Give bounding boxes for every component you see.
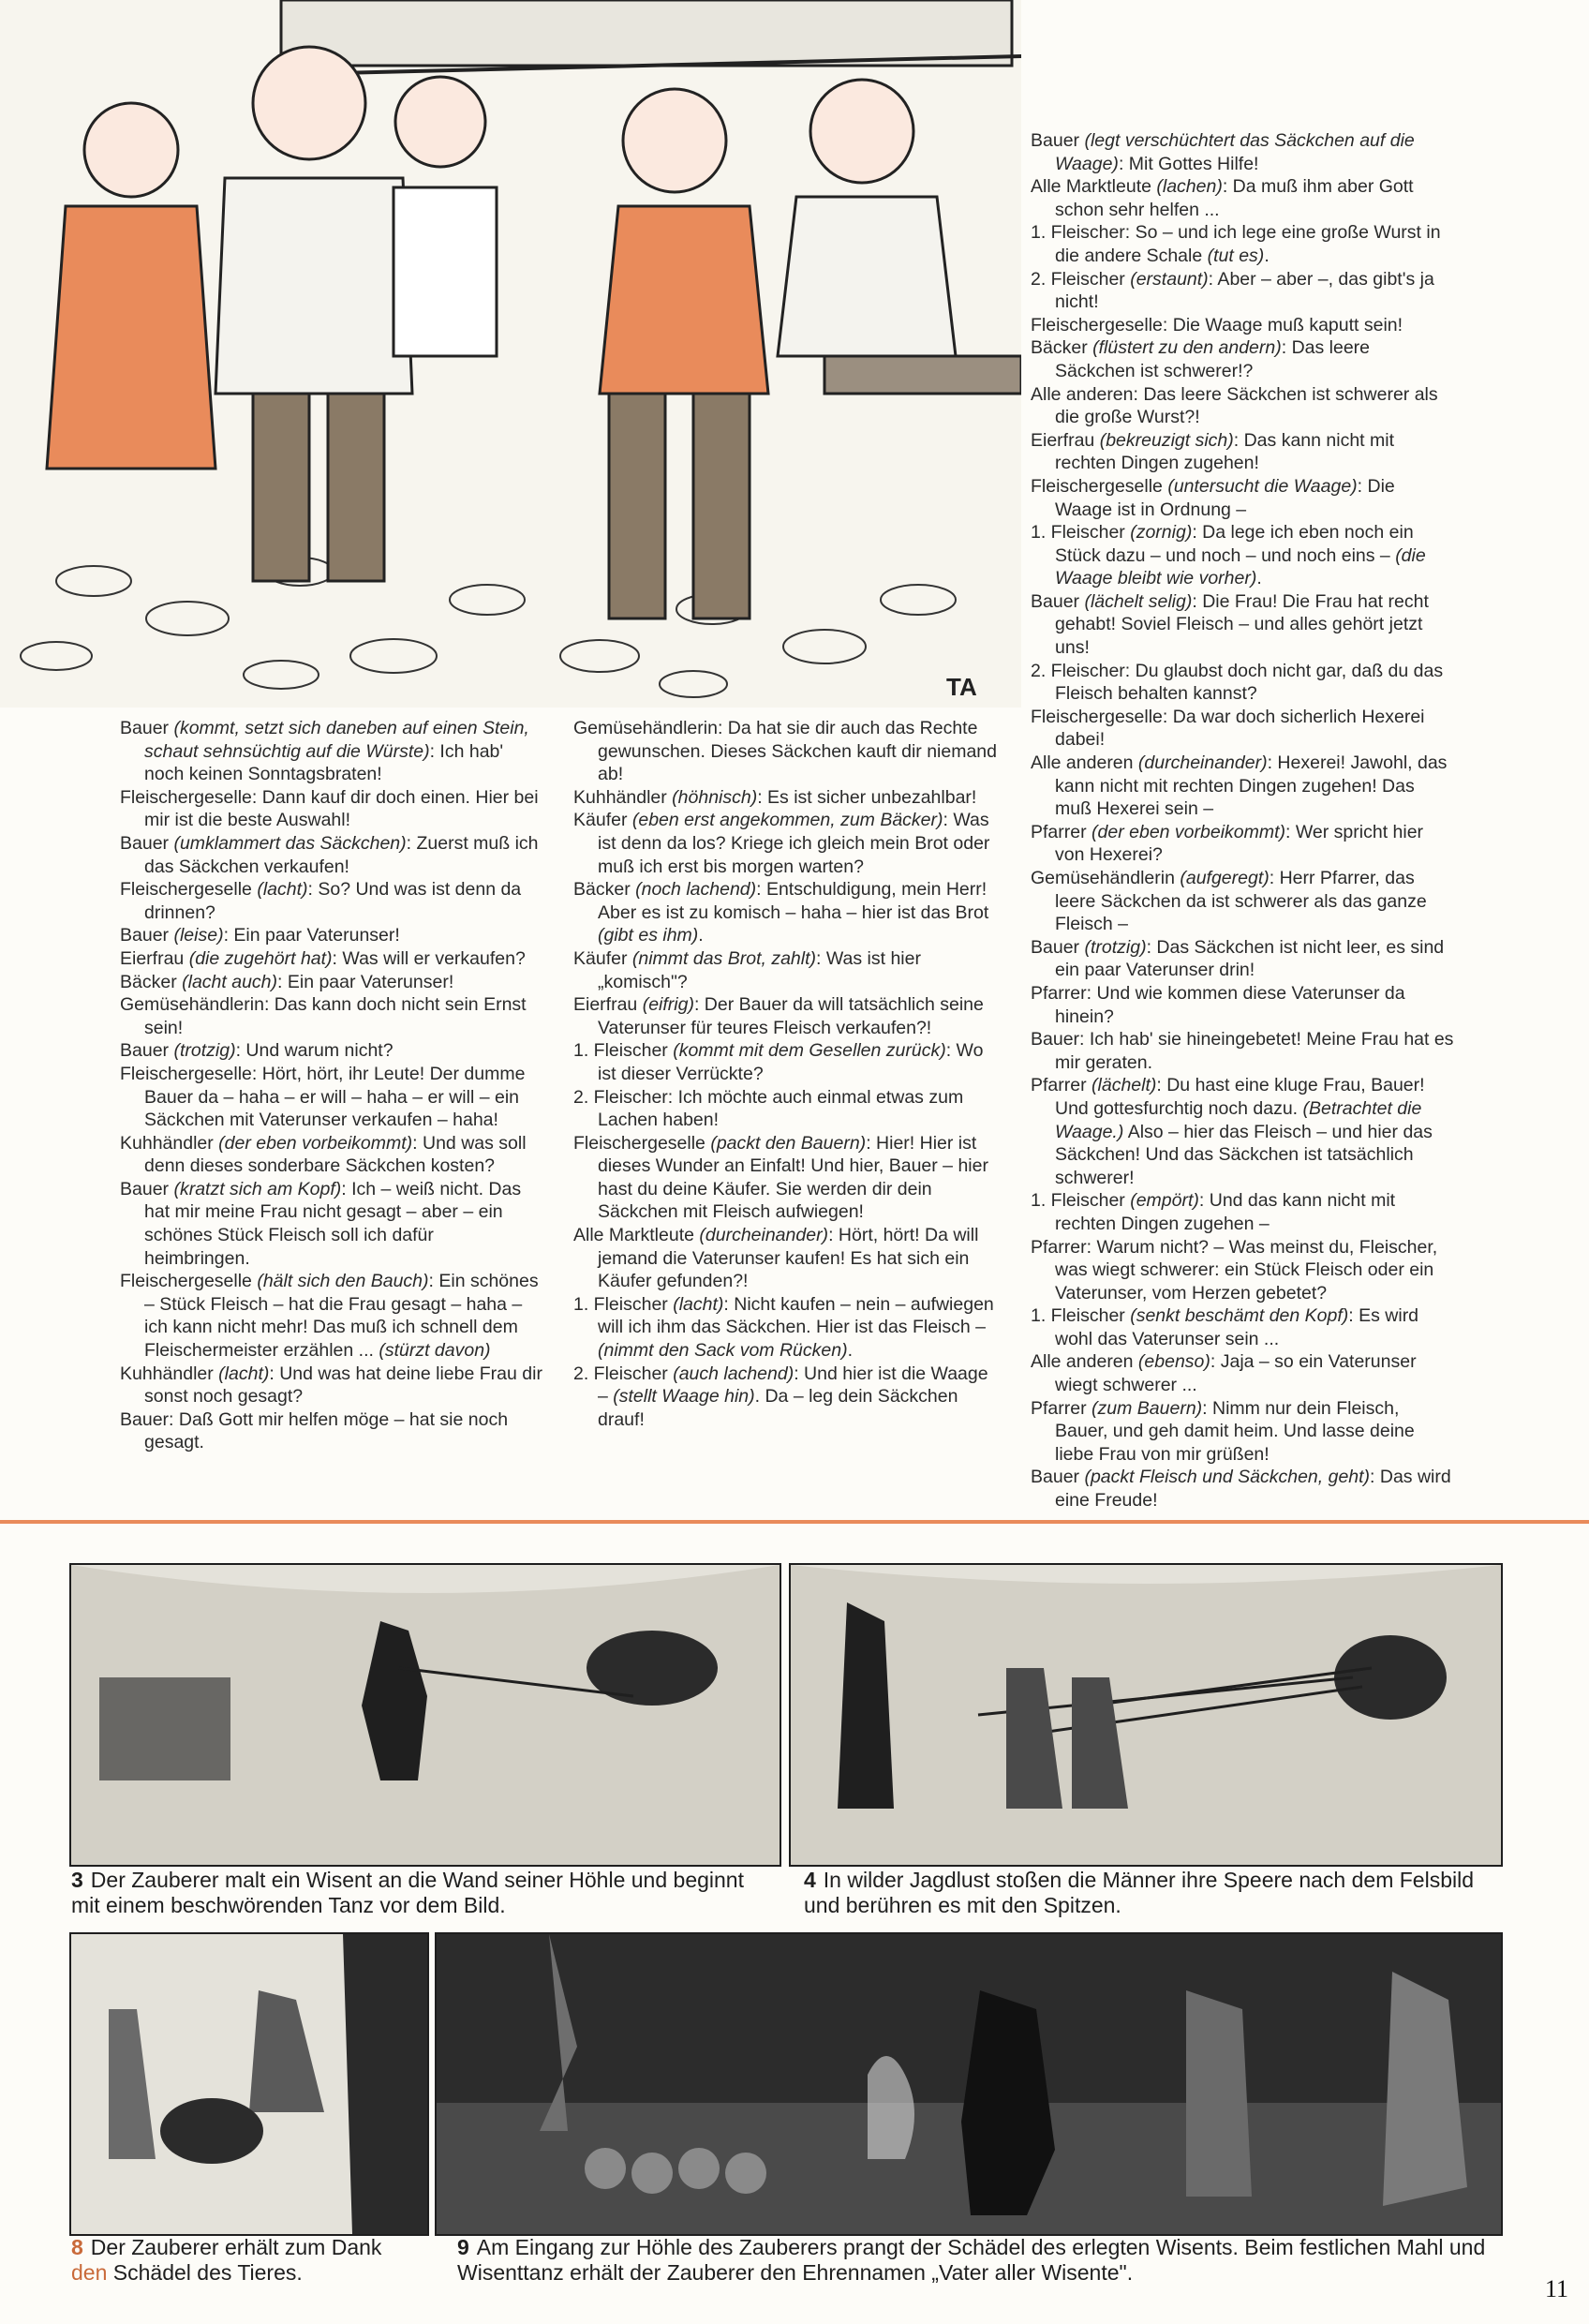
dialogue-line: Bauer: Ich hab' sie hineingebetet! Meine Frau hat es mir geraten.	[1031, 1029, 1454, 1073]
dialogue-line: Bauer (lächelt selig): Die Frau! Die Frau hat recht gehabt! Soviel Fleisch – und alles gehört jetzt uns!	[1031, 590, 1429, 659]
dialogue-line: Alle anderen (durcheinander): Hexerei! Jawohl, das kann nicht mit rechten Dingen zugehen! Das muß Hexerei sein –	[1031, 752, 1448, 820]
dialogue-line: 2. Fleischer (auch lachend): Und hier ist die Waage – (stellt Waage hin). Da – leg dein Säckchen drauf!	[573, 1363, 988, 1430]
dialogue-line: Bauer (leise): Ein paar Vaterunser!	[120, 925, 400, 946]
comic-panel-8	[69, 1932, 429, 2236]
dialogue-line: Bauer (kommt, setzt sich daneben auf einen Stein, schaut sehnsüchtig auf die Würste): Ich hab' noch keinen Sonntagsbraten!	[120, 718, 529, 785]
dialogue-line: 1. Fleischer (zornig): Da lege ich eben noch ein Stück dazu – und noch – und noch eins – (die Waage bleibt wie vorher).	[1031, 522, 1426, 589]
dialogue-line: Gemüsehändlerin: Das kann doch nicht sein Ernst sein!	[120, 994, 527, 1038]
dialogue-line: Eierfrau (die zugehört hat): Was will er verkaufen?	[120, 947, 526, 969]
comic-panel-3	[69, 1563, 781, 1867]
dialogue-line: 1. Fleischer (empört): Und das kann nicht mit rechten Dingen zugehen –	[1031, 1190, 1396, 1234]
dialogue-line: Alle Marktleute (lachen): Da muß ihm aber Gott schon sehr helfen ...	[1031, 176, 1414, 220]
dialogue-line: Gemüsehändlerin (aufgeregt): Herr Pfarrer, das leere Säckchen da ist schwerer als das ganze Fleisch –	[1031, 868, 1427, 935]
dialogue-line: Pfarrer (lächelt): Du hast eine kluge Frau, Bauer! Und gottesfurchtig noch dazu. (Betrachtet die Waage.) Also – hier das Fleisch – und hier das Säckchen! Und das Säckchen ist tatsächlich schwerer!	[1031, 1075, 1433, 1188]
dialogue-line: Bäcker (flüstert zu den andern): Das leere Säckchen ist schwerer!?	[1031, 337, 1371, 381]
dialogue-line: 1. Fleischer (senkt beschämt den Kopf): Es wird wohl das Vaterunser sein ...	[1031, 1305, 1419, 1349]
dialogue-column-3	[1031, 129, 1454, 1512]
dialogue-column-1	[120, 717, 543, 1454]
dialogue-line: Fleischergeselle: Dann kauf dir doch einen. Hier bei mir ist die beste Auswahl!	[120, 786, 539, 831]
dialogue-line: Fleischergeselle (lacht): So? Und was ist denn da drinnen?	[120, 879, 522, 923]
dialogue-line: Fleischergeselle: Die Waage muß kaputt sein!	[1031, 314, 1403, 335]
dialogue-line: Fleischergeselle (packt den Bauern): Hier! Hier ist dieses Wunder an Einfalt! Und hier, Bauer – hier hast du deine Käufer. Sie werden dir dein Säckchen mit Fleisch aufwiegen!	[573, 1132, 988, 1223]
dialogue-line: Pfarrer: Und wie kommen diese Vaterunser da hinein?	[1031, 982, 1405, 1027]
dialogue-line: Bäcker (lacht auch): Ein paar Vaterunser!	[120, 971, 454, 992]
dialogue-line: Bauer (kratzt sich am Kopf): Ich – weiß nicht. Das hat mir meine Frau nicht gesagt – aber – ein schönes Stück Fleisch soll ich dafür heimbringen.	[120, 1178, 522, 1269]
dialogue-line: Bauer: Daß Gott mir helfen möge – hat sie noch gesagt.	[120, 1408, 509, 1453]
dialogue-line: 2. Fleischer: Ich möchte auch einmal etwas zum Lachen haben!	[573, 1086, 964, 1131]
market-scene-drawing	[0, 0, 1021, 708]
dialogue-line: Fleischergeselle: Hört, hört, ihr Leute! Der dumme Bauer da – haha – er will – haha – er will – ein Säckchen mit Vaterunser verkaufen – haha!	[120, 1063, 526, 1131]
dialogue-line: Bauer (legt verschüchtert das Säckchen auf die Waage): Mit Gottes Hilfe!	[1031, 130, 1415, 174]
dialogue-line: Bauer (umklammert das Säckchen): Zuerst muß ich das Säckchen verkaufen!	[120, 832, 539, 877]
dialogue-line: Alle Marktleute (durcheinander): Hört, hört! Da will jemand die Vaterunser kaufen! Es hat sich ein Käufer gefunden?!	[573, 1225, 979, 1292]
dialogue-line: Eierfrau (eifrig): Der Bauer da will tatsächlich seine Vaterunser für teures Fleisch verkaufen?!	[573, 994, 984, 1038]
feast-dance-drawing	[437, 1934, 1501, 2234]
artist-signature: TA	[946, 673, 977, 701]
dialogue-line: Bauer (packt Fleisch und Säckchen, geht): Das wird eine Freude!	[1031, 1467, 1451, 1512]
panel-3-caption: 3 Der Zauberer malt ein Wisent an die Wand seiner Höhle und beginnt mit einem beschwörenden Tanz vor dem Bild.	[71, 1868, 744, 1917]
dialogue-line: Kuhhändler (höhnisch): Es ist sicher unbezahlbar!	[573, 786, 977, 808]
dialogue-line: Eierfrau (bekreuzigt sich): Das kann nicht mit rechten Dingen zugehen!	[1031, 429, 1394, 474]
dialogue-line: 1. Fleischer: So – und ich lege eine große Wurst in die andere Schale (tut es).	[1031, 222, 1441, 266]
dialogue-line: Fleischergeselle (hält sich den Bauch): Ein schönes – Stück Fleisch – hat die Frau gesagt – haha – ich kann nicht mehr! Das muß ich schnell dem Fleischermeister erzählen ... (stürzt davon)	[120, 1271, 539, 1362]
panel-8-caption: 8 Der Zauberer erhält zum Dank den Schädel des Tieres.	[71, 2235, 382, 2285]
dialogue-line: 1. Fleischer (kommt mit dem Gesellen zurück): Wo ist dieser Verrückte?	[573, 1040, 984, 1084]
dialogue-line: 1. Fleischer (lacht): Nicht kaufen – nein – aufwiegen will ich ihm das Säckchen. Hier ist das Fleisch – (nimmt den Sack vom Rücken).	[573, 1293, 994, 1362]
dialogue-line: Bauer (trotzig): Und warum nicht?	[120, 1040, 394, 1062]
panel-9-caption: 9 Am Eingang zur Höhle des Zauberers prangt der Schädel des erlegten Wisents. Beim festlichen Mahl und Wisenttanz erhält der Zauberer den Ehrennamen „Vater aller Wisente".	[457, 2235, 1486, 2285]
dialogue-line: Kuhhändler (der eben vorbeikommt): Und was soll denn dieses sonderbare Säckchen kosten?	[120, 1132, 527, 1177]
dialogue-line: Pfarrer (der eben vorbeikommt): Wer spricht hier von Hexerei?	[1031, 821, 1424, 866]
market-scene-illustration	[0, 0, 1021, 708]
dialogue-line: 2. Fleischer: Du glaubst doch nicht gar, daß du das Fleisch behalten kannst?	[1031, 660, 1444, 705]
dialogue-column-2	[573, 717, 997, 1431]
dialogue-line: Gemüsehändlerin: Da hat sie dir auch das Rechte gewunschen. Dieses Säckchen kauft dir niemand ab!	[573, 718, 997, 785]
comic-panel-4	[789, 1563, 1503, 1867]
section-divider	[0, 1520, 1589, 1524]
page-number: 11	[1544, 2275, 1568, 2302]
comic-panel-9	[435, 1932, 1503, 2236]
dialogue-line: Fleischergeselle (untersucht die Waage): Die Waage ist in Ordnung –	[1031, 475, 1395, 520]
dialogue-line: Käufer (nimmt das Brot, zahlt): Was ist hier „komisch"?	[573, 947, 921, 992]
spear-hunt-drawing	[791, 1565, 1501, 1865]
dialogue-line: Pfarrer (zum Bauern): Nimm nur dein Fleisch, Bauer, und geh damit heim. Und lasse deine liebe Frau von mir grüßen!	[1031, 1397, 1415, 1465]
skull-gift-drawing	[71, 1934, 427, 2234]
panel-4-caption: 4 In wilder Jagdlust stoßen die Männer ihre Speere nach dem Felsbild und berühren es mit den Spitzen.	[804, 1868, 1474, 1917]
dialogue-line: Pfarrer: Warum nicht? – Was meinst du, Fleischer, was wiegt schwerer: ein Stück Fleisch oder ein Vaterunser, vom Herzen gebetet?	[1031, 1236, 1438, 1304]
dialogue-line: Käufer (eben erst angekommen, zum Bäcker): Was ist denn da los? Kriege ich gleich mein Brot oder muß ich erst bis morgen warten?	[573, 810, 990, 877]
dialogue-line: 2. Fleischer (erstaunt): Aber – aber –, das gibt's ja nicht!	[1031, 268, 1434, 313]
dialogue-line: Alle anderen: Das leere Säckchen ist schwerer als die große Wurst?!	[1031, 383, 1438, 428]
dialogue-line: Fleischergeselle: Da war doch sicherlich Hexerei dabei!	[1031, 706, 1425, 751]
sorcerer-dance-drawing	[71, 1565, 780, 1865]
dialogue-line: Alle anderen (ebenso): Jaja – so ein Vaterunser wiegt schwerer ...	[1031, 1351, 1417, 1396]
dialogue-line: Kuhhändler (lacht): Und was hat deine liebe Frau dir sonst noch gesagt?	[120, 1363, 542, 1408]
dialogue-line: Bauer (trotzig): Das Säckchen ist nicht leer, es sind ein paar Vaterunser drin!	[1031, 936, 1445, 981]
dialogue-line: Bäcker (noch lachend): Entschuldigung, mein Herr! Aber es ist zu komisch – haha – hier ist das Brot (gibt es ihm).	[573, 879, 989, 946]
